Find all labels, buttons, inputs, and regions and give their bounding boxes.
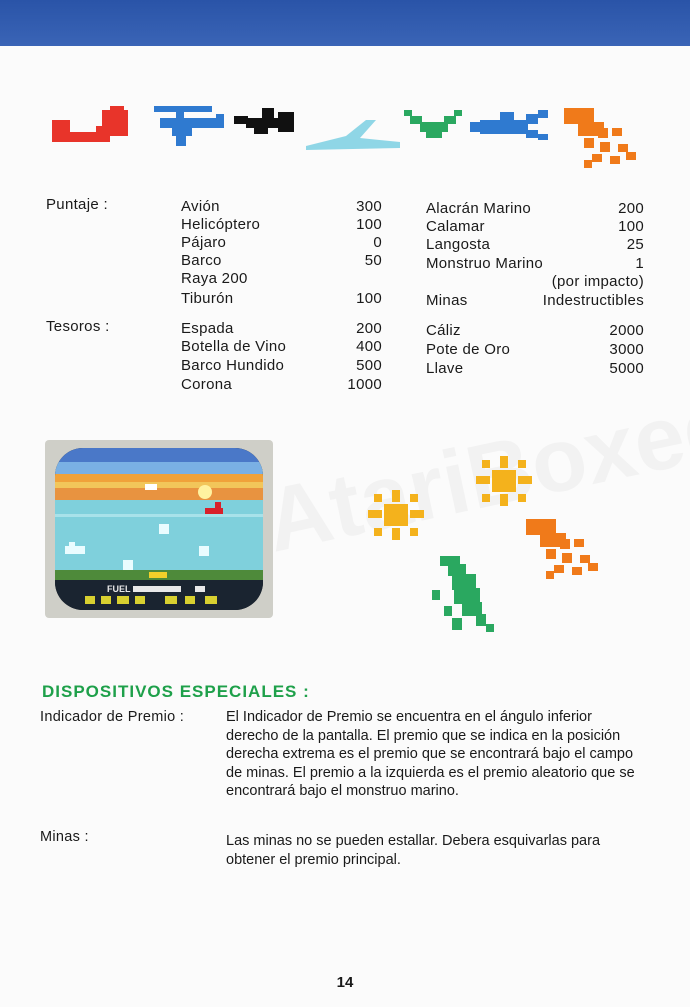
top-blue-band <box>0 0 690 46</box>
treasure-name: Llave <box>426 360 464 377</box>
mines-label: Minas : <box>40 829 89 845</box>
prize-indicator-label: Indicador de Premio : <box>40 709 185 725</box>
score-name: Barco <box>181 252 222 269</box>
score-name: Avión <box>181 198 220 215</box>
score-name: Raya 200 <box>181 270 248 287</box>
treasure-points: 2000 <box>609 322 644 339</box>
shark-icon <box>470 110 552 140</box>
score-name: Helicóptero <box>181 216 261 233</box>
bird-icon <box>234 108 296 134</box>
score-name: Pájaro <box>181 234 227 251</box>
score-points: 25 <box>626 236 644 253</box>
sun-crab-icon <box>368 490 424 540</box>
sea-monster-icon <box>432 556 496 632</box>
sun-crab-icon <box>475 456 533 506</box>
score-points: 200 <box>618 200 644 217</box>
score-points: 100 <box>356 290 382 307</box>
score-points: 1 <box>635 255 644 272</box>
treasure-name: Pote de Oro <box>426 341 511 358</box>
treasure-points: 5000 <box>609 360 644 377</box>
manta-ray-icon <box>306 118 400 150</box>
fuel-label: FUEL <box>107 584 131 594</box>
scorpion-icon <box>564 108 640 170</box>
treasures-label: Tesoros : <box>46 318 110 335</box>
boat-icon <box>404 108 464 138</box>
treasure-points: 1000 <box>347 376 382 393</box>
score-points: 100 <box>356 216 382 233</box>
score-points: 0 <box>373 234 382 251</box>
treasure-name: Barco Hundido <box>181 357 285 374</box>
scoring-label: Puntaje : <box>46 196 108 213</box>
treasure-points: 400 <box>356 338 382 355</box>
treasure-name: Cáliz <box>426 322 461 339</box>
treasure-name: Espada <box>181 320 234 337</box>
score-name: Tiburón <box>181 290 234 307</box>
score-points: (por impacto) <box>551 273 644 290</box>
scorpion-icon <box>526 518 602 582</box>
game-screenshot <box>45 440 273 618</box>
score-name: Minas <box>426 292 468 309</box>
score-name: Alacrán Marino <box>426 200 532 217</box>
score-name: Calamar <box>426 218 485 235</box>
score-name: Monstruo Marino <box>426 255 544 272</box>
tv-screen <box>55 448 263 610</box>
treasure-points: 3000 <box>609 341 644 358</box>
special-devices-title: DISPOSITIVOS ESPECIALES : <box>42 682 310 701</box>
treasure-name: Corona <box>181 376 232 393</box>
score-points: 300 <box>356 198 382 215</box>
helicopter-icon <box>154 102 226 146</box>
treasure-points: 200 <box>356 320 382 337</box>
mines-text: Las minas no se pueden estallar. Debera esquivarlas para obtener el premio principal. <box>226 833 601 868</box>
prize-indicator-text: El Indicador de Premio se encuentra en el ángulo inferior derecho de la pantalla. El premio que se indica en la posición derecha extrema es el premio que se encontrará bajo el campo de minas. El premio a la izquierda es el premio aleatorio que se encontrará bajo el monstruo marino. <box>226 709 635 799</box>
score-points: 100 <box>618 218 644 235</box>
treasure-name: Botella de Vino <box>181 338 287 355</box>
airplane-icon <box>52 106 134 144</box>
treasure-points: 500 <box>356 357 382 374</box>
score-name: Langosta <box>426 236 491 253</box>
score-points: Indestructibles <box>542 292 644 309</box>
score-points: 50 <box>364 252 382 269</box>
page-number: 14 <box>336 974 354 991</box>
